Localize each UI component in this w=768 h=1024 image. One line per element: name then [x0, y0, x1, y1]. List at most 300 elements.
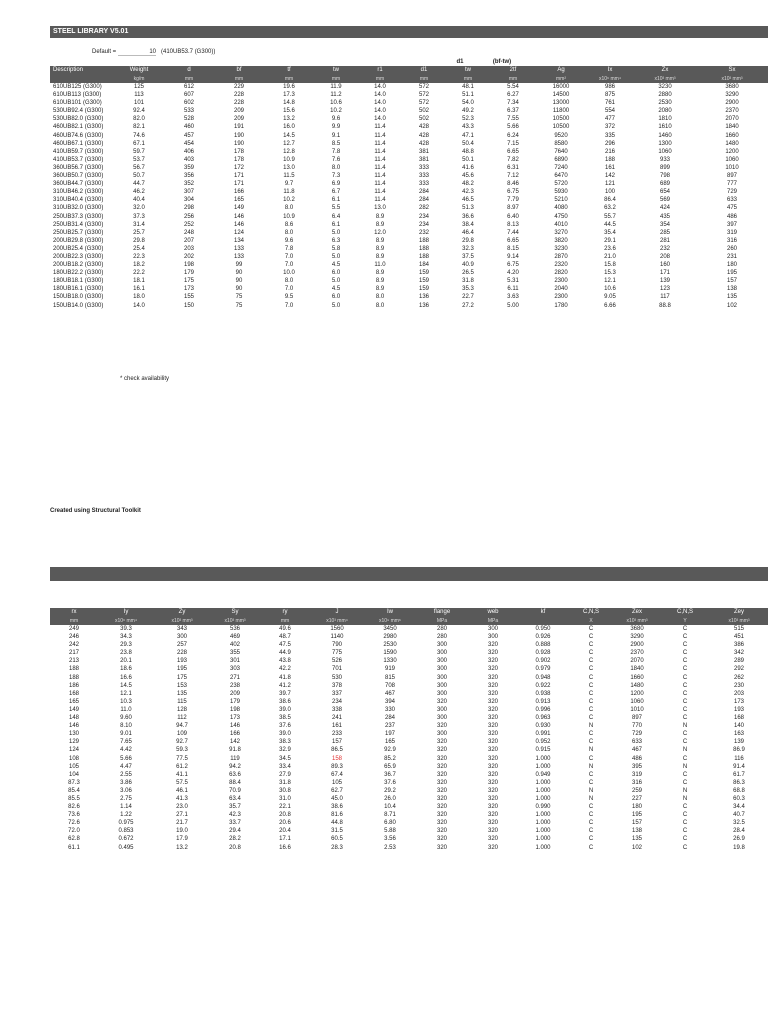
table-cell: C	[588, 715, 594, 722]
table-row[interactable]	[50, 722, 768, 730]
table-cell: 9.6	[284, 237, 294, 244]
table-row[interactable]	[50, 293, 768, 301]
table-row[interactable]	[50, 844, 768, 852]
table-cell: 0.990	[535, 804, 551, 811]
table-cell: 35.3	[462, 286, 474, 293]
table-cell: 171	[659, 270, 670, 277]
table-cell: 8.9	[375, 237, 385, 244]
table-cell: 307	[183, 189, 194, 196]
table-cell: 34.5	[279, 755, 291, 762]
table-cell: 11.2	[330, 92, 342, 99]
table-cell: 11.4	[374, 140, 386, 147]
table-cell: 7.15	[507, 140, 519, 147]
table-cell: 195	[176, 666, 187, 673]
table-cell: 150UB14.0 (G300)	[53, 302, 104, 309]
table-cell: 11.0	[120, 706, 132, 713]
table-cell: 875	[604, 92, 615, 99]
table-row[interactable]	[50, 746, 768, 754]
table-row[interactable]	[50, 682, 768, 690]
table-cell: C	[682, 739, 688, 746]
table-cell: 360UB44.7 (G300)	[53, 181, 104, 188]
table-cell: 50.4	[462, 140, 474, 147]
table-cell: 190	[233, 140, 244, 147]
table-cell: 87.3	[68, 779, 80, 786]
table-cell: 21.0	[604, 253, 616, 260]
table-cell: 128	[176, 706, 187, 713]
table-cell: 3820	[554, 237, 568, 244]
table-cell: 75	[235, 294, 243, 301]
table-cell: 37.5	[462, 253, 474, 260]
table-cell: 117	[660, 294, 670, 301]
table-cell: 232	[659, 245, 670, 252]
column-header: bf	[214, 66, 264, 75]
app-title-bar	[50, 26, 768, 38]
table-cell: 2070	[725, 116, 739, 123]
table-row[interactable]	[50, 730, 768, 738]
table-cell: 899	[659, 164, 670, 171]
table-cell: 6.0	[331, 294, 341, 301]
table-row[interactable]	[50, 221, 768, 229]
table-cell: 533	[183, 108, 194, 115]
table-cell: 231	[726, 253, 737, 260]
table-cell: 320	[436, 836, 447, 843]
table-cell: 203	[733, 690, 744, 697]
table-cell: 11.5	[283, 173, 295, 180]
table-cell: 17.1	[279, 836, 291, 843]
table-cell: 310UB32.0 (G300)	[53, 205, 104, 212]
column-unit: x10⁶ mm⁴	[98, 617, 154, 625]
table-cell: 230	[733, 682, 744, 689]
table-row[interactable]	[50, 188, 768, 196]
table-cell: 8.46	[507, 181, 519, 188]
table-cell: 7.3	[331, 173, 341, 180]
table-cell: 193	[733, 706, 744, 713]
table-row[interactable]	[50, 665, 768, 673]
table-cell: 342	[733, 650, 744, 657]
table-row[interactable]	[50, 196, 768, 204]
table-cell: 48.8	[462, 148, 474, 155]
table-cell: 49.2	[462, 108, 474, 115]
table-cell: 200UB22.3 (G300)	[53, 253, 104, 260]
table-cell: 11.9	[330, 84, 342, 90]
table-cell: 0.888	[535, 642, 551, 649]
table-row[interactable]	[50, 140, 768, 148]
table-row[interactable]	[50, 245, 768, 253]
table-cell: 352	[183, 181, 194, 188]
table-cell: 60.3	[733, 795, 745, 802]
table-cell: C	[588, 650, 594, 657]
table-cell: 11.0	[374, 262, 386, 269]
table-cell: 16.1	[133, 286, 145, 293]
table-cell: C	[588, 634, 594, 641]
table-cell: 6.7	[331, 189, 341, 196]
table-cell: 8.9	[375, 213, 385, 220]
table-cell: 610UB125 (G300)	[53, 84, 102, 90]
table-cell: 136	[418, 294, 429, 301]
table-cell: 229	[233, 84, 244, 90]
table-cell: 775	[331, 650, 342, 657]
table-row[interactable]	[50, 83, 768, 91]
table-cell: 91.4	[733, 763, 745, 770]
table-cell: 8.10	[120, 723, 132, 730]
table-cell: 61.7	[733, 771, 745, 778]
table-cell: 72.0	[68, 828, 80, 835]
table-cell: 1460	[658, 132, 672, 139]
table-cell: C	[682, 715, 688, 722]
table-cell: 285	[659, 229, 670, 236]
table-cell: 207	[183, 237, 194, 244]
table-cell: 475	[726, 205, 737, 212]
table-cell: 6.4	[331, 213, 341, 220]
table-cell: 136	[418, 302, 429, 309]
table-row[interactable]	[50, 633, 768, 641]
table-row[interactable]	[50, 172, 768, 180]
table-cell: 59.3	[176, 747, 188, 754]
table-row[interactable]	[50, 698, 768, 706]
table-cell: 11800	[552, 108, 570, 115]
column-unit: x10³ mm³	[154, 617, 210, 625]
table-cell: 35.7	[229, 804, 241, 811]
table-row[interactable]	[50, 657, 768, 665]
table-cell: C	[682, 626, 688, 632]
table-cell: 320	[436, 698, 447, 705]
table-row[interactable]	[50, 625, 768, 633]
column-unit: mm²	[536, 75, 586, 83]
table-cell: 304	[183, 197, 194, 204]
table-cell: 4.5	[331, 262, 341, 269]
table-cell: 10500	[552, 124, 570, 131]
table-cell: 178	[233, 148, 244, 155]
column-header: Description	[50, 66, 114, 75]
table-cell: 135	[631, 836, 642, 843]
table-cell: C	[588, 771, 594, 778]
table-cell: 897	[631, 715, 642, 722]
table-cell: 451	[733, 634, 744, 641]
table-cell: 130	[68, 731, 79, 738]
table-cell: 5.66	[507, 124, 519, 131]
table-cell: 155	[183, 294, 194, 301]
table-cell: 320	[436, 828, 447, 835]
table-cell: 39.7	[279, 690, 291, 697]
table-cell: 27.9	[279, 771, 291, 778]
table-cell: 26.5	[462, 270, 474, 277]
table-cell: 37.3	[133, 213, 145, 220]
table-cell: 8.9	[375, 245, 385, 252]
column-unit: mm	[214, 75, 264, 83]
table-row[interactable]	[50, 107, 768, 115]
table-cell: 85.4	[68, 787, 80, 794]
table-cell: 94.2	[229, 763, 241, 770]
table-row[interactable]	[50, 213, 768, 221]
table-row[interactable]	[50, 779, 768, 787]
table-cell: 157	[631, 820, 642, 827]
table-cell: 67.1	[133, 140, 145, 147]
table-cell: 403	[183, 156, 194, 163]
table-cell: 22.7	[462, 294, 474, 301]
table-cell: 63.2	[604, 205, 616, 212]
table-cell: 1330	[383, 658, 397, 665]
table-cell: 338	[331, 706, 342, 713]
table-cell: C	[682, 650, 688, 657]
table-cell: 320	[436, 739, 447, 746]
table-row[interactable]	[50, 115, 768, 123]
table-row[interactable]	[50, 269, 768, 277]
table-row[interactable]	[50, 180, 768, 188]
table-cell: 209	[233, 116, 244, 123]
table-row[interactable]	[50, 738, 768, 746]
default-value-input[interactable]: 10	[118, 49, 156, 56]
table-row[interactable]	[50, 771, 768, 779]
table-cell: 82.0	[133, 116, 145, 123]
section-divider-bar	[50, 567, 768, 581]
table-cell: C	[588, 666, 594, 673]
table-row[interactable]	[50, 787, 768, 795]
column-unit: x10⁶ mm⁴	[586, 75, 634, 83]
table-cell: C	[588, 731, 594, 738]
table-cell: 320	[436, 755, 447, 762]
table-cell: C	[682, 755, 688, 762]
table-cell: 70.9	[229, 787, 241, 794]
table-cell: C	[682, 804, 688, 811]
table-row[interactable]	[50, 277, 768, 285]
table-cell: 282	[418, 205, 429, 212]
table-cell: 43.8	[279, 658, 291, 665]
table-row[interactable]	[50, 706, 768, 714]
table-cell: 330	[384, 706, 395, 713]
table-cell: 161	[331, 723, 342, 730]
table-cell: 320	[487, 812, 498, 819]
table-cell: 7.34	[507, 100, 519, 107]
table-cell: 14.0	[133, 302, 145, 309]
table-cell: 2.55	[120, 771, 132, 778]
table-cell: N	[588, 795, 594, 802]
table-cell: 3270	[554, 229, 568, 236]
table-cell: 790	[331, 642, 342, 649]
table-row[interactable]	[50, 99, 768, 107]
table-cell: 1.000	[535, 836, 551, 843]
table-cell: 3230	[658, 84, 672, 90]
table-row[interactable]	[50, 755, 768, 763]
table-cell: C	[588, 626, 594, 632]
table-cell: 8.9	[375, 253, 385, 260]
table-cell: 1.000	[535, 820, 551, 827]
table-cell: 48.1	[462, 84, 474, 90]
table-cell: 44.9	[279, 650, 291, 657]
table-row[interactable]	[50, 803, 768, 811]
table-cell: 165	[384, 739, 395, 746]
table-cell: 188	[604, 156, 615, 163]
table-cell: 140	[733, 723, 744, 730]
table-cell: 29.4	[229, 828, 241, 835]
table-cell: 13.2	[283, 116, 295, 123]
column-header: 2tf	[490, 66, 536, 75]
table-cell: 250UB37.3 (G300)	[53, 213, 104, 220]
table-cell: 7.0	[284, 286, 294, 293]
table-row[interactable]	[50, 123, 768, 131]
table-cell: 1560	[330, 626, 344, 632]
table-cell: C	[588, 682, 594, 689]
table-row[interactable]	[50, 237, 768, 245]
table-cell: 11.4	[374, 197, 386, 204]
table-cell: 63.6	[229, 771, 241, 778]
table-cell: 536	[229, 626, 240, 632]
column-header: d1	[402, 66, 446, 75]
table-cell: 356	[183, 173, 194, 180]
table-row[interactable]	[50, 285, 768, 293]
table-cell: 320	[487, 731, 498, 738]
table-cell: 195	[631, 812, 642, 819]
table-cell: 173	[229, 715, 240, 722]
table-cell: 1010	[725, 164, 739, 171]
table-row[interactable]	[50, 164, 768, 172]
table-row[interactable]	[50, 795, 768, 803]
table-cell: 526	[331, 658, 342, 665]
table-row[interactable]	[50, 156, 768, 164]
table-cell: 428	[418, 132, 429, 139]
table-cell: 135	[176, 690, 187, 697]
table-cell: 150UB18.0 (G300)	[53, 294, 104, 301]
table-row[interactable]	[50, 204, 768, 212]
table-cell: 8.0	[284, 278, 294, 285]
table-cell: 7.0	[284, 262, 294, 269]
table-cell: 6.65	[507, 148, 519, 155]
table-cell: 81.6	[331, 812, 343, 819]
table-cell: 43.3	[462, 124, 474, 131]
column-header: J	[310, 608, 364, 617]
table-row[interactable]	[50, 819, 768, 827]
table-cell: 40.9	[462, 262, 474, 269]
table-row[interactable]	[50, 835, 768, 843]
table-cell: 708	[384, 682, 395, 689]
table-cell: 333	[418, 164, 429, 171]
table-cell: 486	[631, 755, 642, 762]
table-cell: 172	[233, 164, 244, 171]
table-cell: 116	[734, 755, 744, 762]
table-row[interactable]	[50, 649, 768, 657]
column-unit: mm	[260, 617, 310, 625]
table-cell: 17.9	[176, 836, 188, 843]
table-cell: 310UB46.2 (G300)	[53, 189, 104, 196]
table-row[interactable]	[50, 763, 768, 771]
table-cell: 3680	[630, 626, 644, 632]
table-cell: 300	[436, 666, 447, 673]
table-cell: 300	[436, 642, 447, 649]
table-cell: 42.2	[279, 666, 291, 673]
table-cell: 61.2	[176, 763, 188, 770]
table-row[interactable]	[50, 132, 768, 140]
table-cell: C	[682, 844, 688, 851]
column-header: r1	[358, 66, 402, 75]
table-row[interactable]	[50, 674, 768, 682]
table-cell: 6.0	[331, 270, 341, 277]
table-row[interactable]	[50, 253, 768, 261]
table-cell: 300	[176, 634, 187, 641]
table-cell: 320	[487, 771, 498, 778]
table-cell: 37.6	[279, 723, 291, 730]
table-cell: 31.5	[331, 828, 343, 835]
table-cell: C	[588, 820, 594, 827]
table-cell: 320	[487, 804, 498, 811]
table-cell: 88.4	[229, 779, 241, 786]
table-row[interactable]	[50, 714, 768, 722]
table-cell: 31.8	[279, 779, 291, 786]
table-cell: 4.5	[331, 286, 341, 293]
table-cell: 289	[733, 658, 744, 665]
table-cell: 5.5	[331, 205, 341, 212]
table-cell: 320	[487, 739, 498, 746]
table-row[interactable]	[50, 261, 768, 269]
table-cell: 168	[68, 690, 79, 697]
table-cell: 15.8	[604, 262, 616, 269]
table-cell: 102	[631, 844, 642, 851]
table-cell: 320	[436, 723, 447, 730]
table-cell: 10500	[552, 116, 570, 123]
table-row[interactable]	[50, 229, 768, 237]
table-cell: C	[588, 844, 594, 851]
table-cell: 320	[487, 723, 498, 730]
column-unit: MPa	[468, 617, 518, 625]
table-cell: C	[588, 836, 594, 843]
table-cell: 298	[183, 205, 194, 212]
table-cell: 99	[235, 262, 243, 269]
table-cell: 26.9	[733, 836, 745, 843]
table-cell: 7.44	[507, 229, 519, 236]
table-cell: 320	[487, 715, 498, 722]
table-row[interactable]	[50, 811, 768, 819]
table-row[interactable]	[50, 302, 768, 310]
table-cell: 1010	[630, 706, 644, 713]
table-cell: 460UB67.1 (G300)	[53, 140, 104, 147]
table-cell: 284	[384, 715, 395, 722]
table-cell: 271	[229, 674, 240, 681]
table-cell: 124	[68, 747, 79, 754]
table-cell: C	[588, 804, 594, 811]
table-cell: 94.7	[176, 723, 188, 730]
table-cell: 410UB53.7 (G300)	[53, 156, 104, 163]
table-cell: 300	[436, 715, 447, 722]
table-row[interactable]	[50, 690, 768, 698]
table-row[interactable]	[50, 641, 768, 649]
table-cell: 67.4	[331, 771, 343, 778]
table-cell: 38.5	[279, 715, 291, 722]
column-header: Sy	[210, 608, 260, 617]
table-cell: 260	[726, 245, 737, 252]
table-cell: 42.3	[229, 812, 241, 819]
table-cell: 320	[487, 650, 498, 657]
table-cell: 90	[235, 278, 243, 285]
table-cell: 8.9	[375, 221, 385, 228]
table-cell: 22.2	[133, 270, 145, 277]
table-cell: C	[588, 812, 594, 819]
table-cell: 1.000	[535, 763, 551, 770]
column-header: Weight	[114, 66, 164, 75]
table-cell: 11.4	[374, 164, 386, 171]
table-row[interactable]	[50, 91, 768, 99]
table-cell: 9.05	[604, 294, 616, 301]
table-cell: 34.4	[733, 804, 745, 811]
table-cell: 166	[229, 731, 240, 738]
table-cell: 16.0	[283, 124, 295, 131]
table-cell: 0.930	[535, 723, 551, 730]
table-cell: 19.8	[733, 844, 745, 851]
table-cell: 36.6	[462, 213, 474, 220]
table-row[interactable]	[50, 148, 768, 156]
table-cell: 5.00	[507, 302, 519, 309]
table-row[interactable]	[50, 827, 768, 835]
table-cell: 300	[436, 690, 447, 697]
table-cell: 355	[229, 650, 240, 657]
table-cell: 168	[733, 715, 744, 722]
